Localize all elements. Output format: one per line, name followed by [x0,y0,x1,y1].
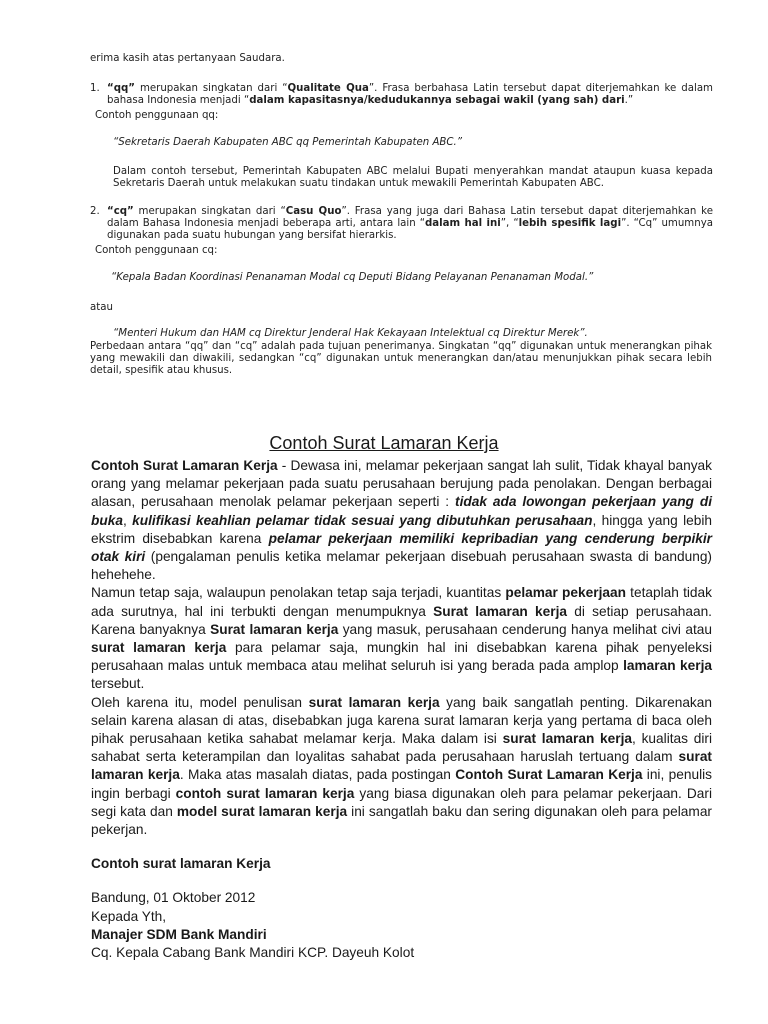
text-bold: pelamar pekerjaan [505,585,626,601]
text-bold: surat lamaran kerja [91,749,712,783]
or-text: atau [90,302,113,313]
text-fragment: ”, “ [500,218,519,229]
text-fragment: ini, penulis ingin berbagi [91,767,712,801]
item-cq-text [107,206,713,242]
usage-label-qq: Contoh penggunaan qq: [95,110,219,121]
origin-qq: Qualitate Qua [287,83,369,94]
text-bold: Surat lamaran kerja [433,603,567,619]
text-fragment: tersebut. [91,676,145,692]
text-bold: Contoh Surat Lamaran Kerja [455,767,643,783]
paragraph-3 [91,694,712,840]
text-fragment: (pengalaman penulis ketika melamar pekerjaan disebuah perusahaan swasta di bandung) hehehehe. [91,549,712,583]
usage-label-cq: Contoh penggunaan cq: [95,245,218,256]
text-fragment: di setiap perusahaan. Karena banyaknya [91,603,712,637]
letter-date: Bandung, 01 Oktober 2012 [91,890,256,906]
text-fragment: merupakan singkatan dari “ [134,83,288,94]
letter-recipient [91,926,712,944]
spacer [91,839,712,855]
text-fragment: - Dewasa ini, melamar pekerjaan sangat lah sulit, Tidak khayal banyak orang yang melamar pekerjaan pada suatu perusahaan berujung pada penolakan. Dengan berbagai alasan, perusahaan menolak pelamar pekerjaan seperti : [91,458,712,510]
text-fragment: yang baik sangatlah penting. Dikarenakan selain karena alasan di atas, disebabkan juga karena surat lamaran kerja yang pertama di baca oleh pihak perusahaan ketika sahabat melamar kerja. Maka dalam isi [91,694,712,747]
meaning-cq-a: dalam hal ini [425,218,501,229]
text-fragment: Namun tetap saja, walaupun penolakan tetap saja terjadi, kuantitas [91,585,506,601]
item-number: 2. [90,206,100,217]
meaning-cq-b: lebih spesifik lagi [518,218,622,229]
paragraph-1 [91,457,712,584]
example-cq-1: “Kepala Badan Koordinasi Penanaman Modal cq Deputi Bidang Pelayanan Penanaman Modal.” [111,272,594,283]
text-fragment: Oleh karena itu, model penulisan [91,694,309,710]
paragraph-2 [91,584,712,693]
text-fragment: tetaplah tidak ada surutnya, hal ini terbukti dengan menumpuknya [91,585,712,619]
text-fragment: yang masuk, perusahaan cenderung hanya melihat civi atau [338,621,712,637]
text-fragment: para pelamar saja, mungkin hal ini disebabkan karena pihak penyeleksi perusahaan malas untuk membaca atau melihat seluruh isi yang berada pada amplop [91,640,712,674]
text-bold: model surat lamaran kerja [176,803,348,819]
text-fragment: . Maka atas masalah diatas, pada postingan [179,767,456,783]
text-fragment: ”. Frasa yang juga dari Bahasa Latin tersebut dapat diterjemahkan ke dalam Bahasa Indonesia menjadi beberapa arti, antara lain “ [107,206,713,229]
text-fragment: , [122,512,133,528]
text-bold-italic: tidak ada lowongan pekerjaan yang di buka [91,494,712,528]
text-bold: Surat lamaran kerja [210,621,339,637]
text-bold: lamaran kerja [623,658,712,674]
explanation-qq: Dalam contoh tersebut, Pemerintah Kabupaten ABC melalui Bupati menyerahkan mandat ataupun kuasa kepada Sekretaris Daerah untuk melakukan suatu tindakan untuk mewakili Pemerintah Kabupaten ABC. [113,166,713,189]
letter-to: Kepada Yth, [91,908,167,924]
text-fragment: ”. “Cq” umumnya digunakan pada suatu hubungan yang bersifat hierarkis. [107,218,713,241]
term-cq: “cq” [107,206,134,217]
term-qq: “qq” [107,83,135,94]
text-fragment: merupakan singkatan dari “ [133,206,286,217]
example-qq: “Sekretaris Daerah Kabupaten ABC qq Pemerintah Kabupaten ABC.” [113,137,463,148]
text-bold: Contoh Surat Lamaran Kerja [91,458,278,473]
article-title: Contoh Surat Lamaran Kerja [269,433,499,453]
text-bold: surat lamaran kerja [308,694,440,710]
spacer [91,873,712,889]
meaning-qq: dalam kapasitasnya/kedudukannya sebagai wakil (yang sah) dari [249,95,625,106]
origin-cq: Casu Quo [285,206,342,217]
text-bold: Manajer SDM Bank Mandiri [91,926,267,942]
text-fragment: , hingga yang lebih ekstrim disebabkan karena [91,512,713,546]
difference-paragraph: Perbedaan antara “qq” dan “cq” adalah pada tujuan penerimanya. Singkatan “qq” digunakan untuk menerangkan pihak yang mewakili dan diwakili, sedangkan “cq” digunakan untuk menerangkan dan/atau menunjukkan pihak secara lebih detail, spesifik atau khusus. [90,341,712,376]
item-qq-text [107,83,713,107]
letter-cq: Cq. Kepala Cabang Bank Mandiri KCP. Dayeuh Kolot [91,945,415,961]
text-fragment: ”. Frasa berbahasa Latin tersebut dapat diterjemahkan ke dalam bahasa Indonesia menjadi “ [107,83,713,106]
greeting-text: erima kasih atas pertanyaan Saudara. [90,53,285,64]
text-fragment: ini sangatlah baku dan sering digunakan oleh para pelamar pekerjan. [91,803,712,838]
letter-heading [91,855,712,873]
article-body [91,457,712,962]
item-number: 1. [90,83,100,94]
text-bold: contoh surat lamaran kerja [175,785,355,801]
example-cq-2: “Menteri Hukum dan HAM cq Direktur Jenderal Hak Kekayaan Intelektual cq Direktur Merek”. [113,328,588,339]
text-fragment: .” [624,95,634,106]
text-bold-italic: pelamar pekerjaan memiliki kepribadian yang cenderung berpikir otak kiri [91,530,712,565]
text-fragment: , kualitas diri sahabat serta keterampilan dan loyalitas sahabat pada perusahaan haruslah tertuang dalam [91,731,712,765]
text-bold-italic: kulifikasi keahlian pelamar tidak sesuai yang dibutuhkan perusahaan [132,512,593,528]
text-bold: surat lamaran kerja [91,640,227,656]
text-bold: Contoh surat lamaran Kerja [91,856,271,872]
text-fragment: yang biasa digunakan oleh para pelamar pekerjaan. Dari segi kata dan [91,785,712,819]
text-bold: surat lamaran kerja [502,731,633,747]
